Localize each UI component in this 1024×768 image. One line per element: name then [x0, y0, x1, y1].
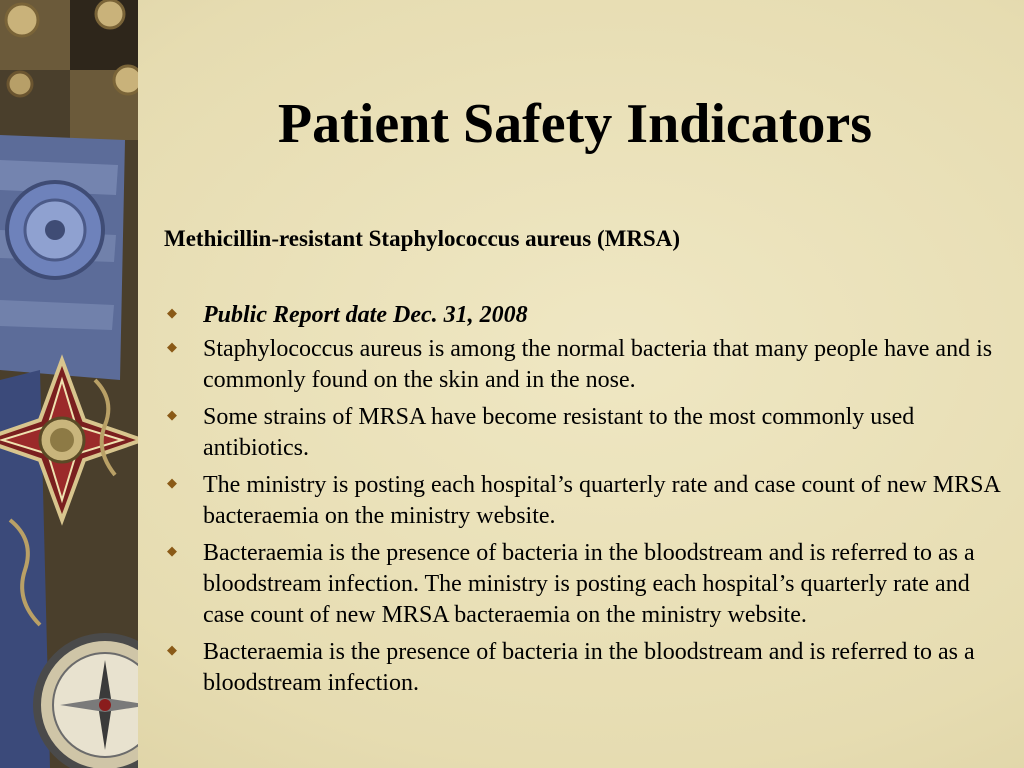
diamond-bullet-icon: ◆: [167, 339, 177, 354]
decorative-side-image: [0, 0, 138, 768]
bullet-text: Staphylococcus aureus is among the normal bacteria that many people have and is commonly found on the skin and in the nose.: [203, 336, 993, 393]
bullet-text: The ministry is posting each hospital’s quarterly rate and case count of new MRSA bacteraemia on the ministry website.: [203, 472, 1000, 529]
diamond-bullet-icon: ◆: [167, 475, 177, 490]
slide-subtitle: Methicillin-resistant Staphylococcus aureus (MRSA): [164, 226, 680, 251]
bullet-list: [164, 300, 1004, 705]
bullet-item: [164, 637, 1004, 699]
bullet-text: Bacteraemia is the presence of bacteria in the bloodstream and is referred to as a bloodstream infection.: [203, 639, 975, 696]
bullet-item: [164, 470, 1004, 532]
diamond-bullet-icon: ◆: [167, 407, 177, 422]
bullet-item: [164, 402, 1004, 464]
diamond-bullet-icon: ◆: [167, 543, 177, 558]
slide-title: Patient Safety Indicators: [277, 93, 873, 155]
bullet-text: Public Report date Dec. 31, 2008: [203, 302, 528, 328]
diamond-bullet-icon: ◆: [167, 305, 177, 320]
bullet-item: [164, 334, 1004, 396]
bullet-text: Bacteraemia is the presence of bacteria in the bloodstream and is referred to as a bloodstream infection. The ministry is posting each hospital’s quarterly rate and case count of new MRSA bacteraemia on the ministry website.: [203, 540, 975, 628]
bullet-item: [164, 300, 1004, 331]
bullet-text: Some strains of MRSA have become resistant to the most commonly used antibiotics.: [203, 404, 915, 461]
diamond-bullet-icon: ◆: [167, 642, 177, 657]
bullet-item: [164, 538, 1004, 631]
medal-ribbon-compass-image: [0, 0, 138, 768]
